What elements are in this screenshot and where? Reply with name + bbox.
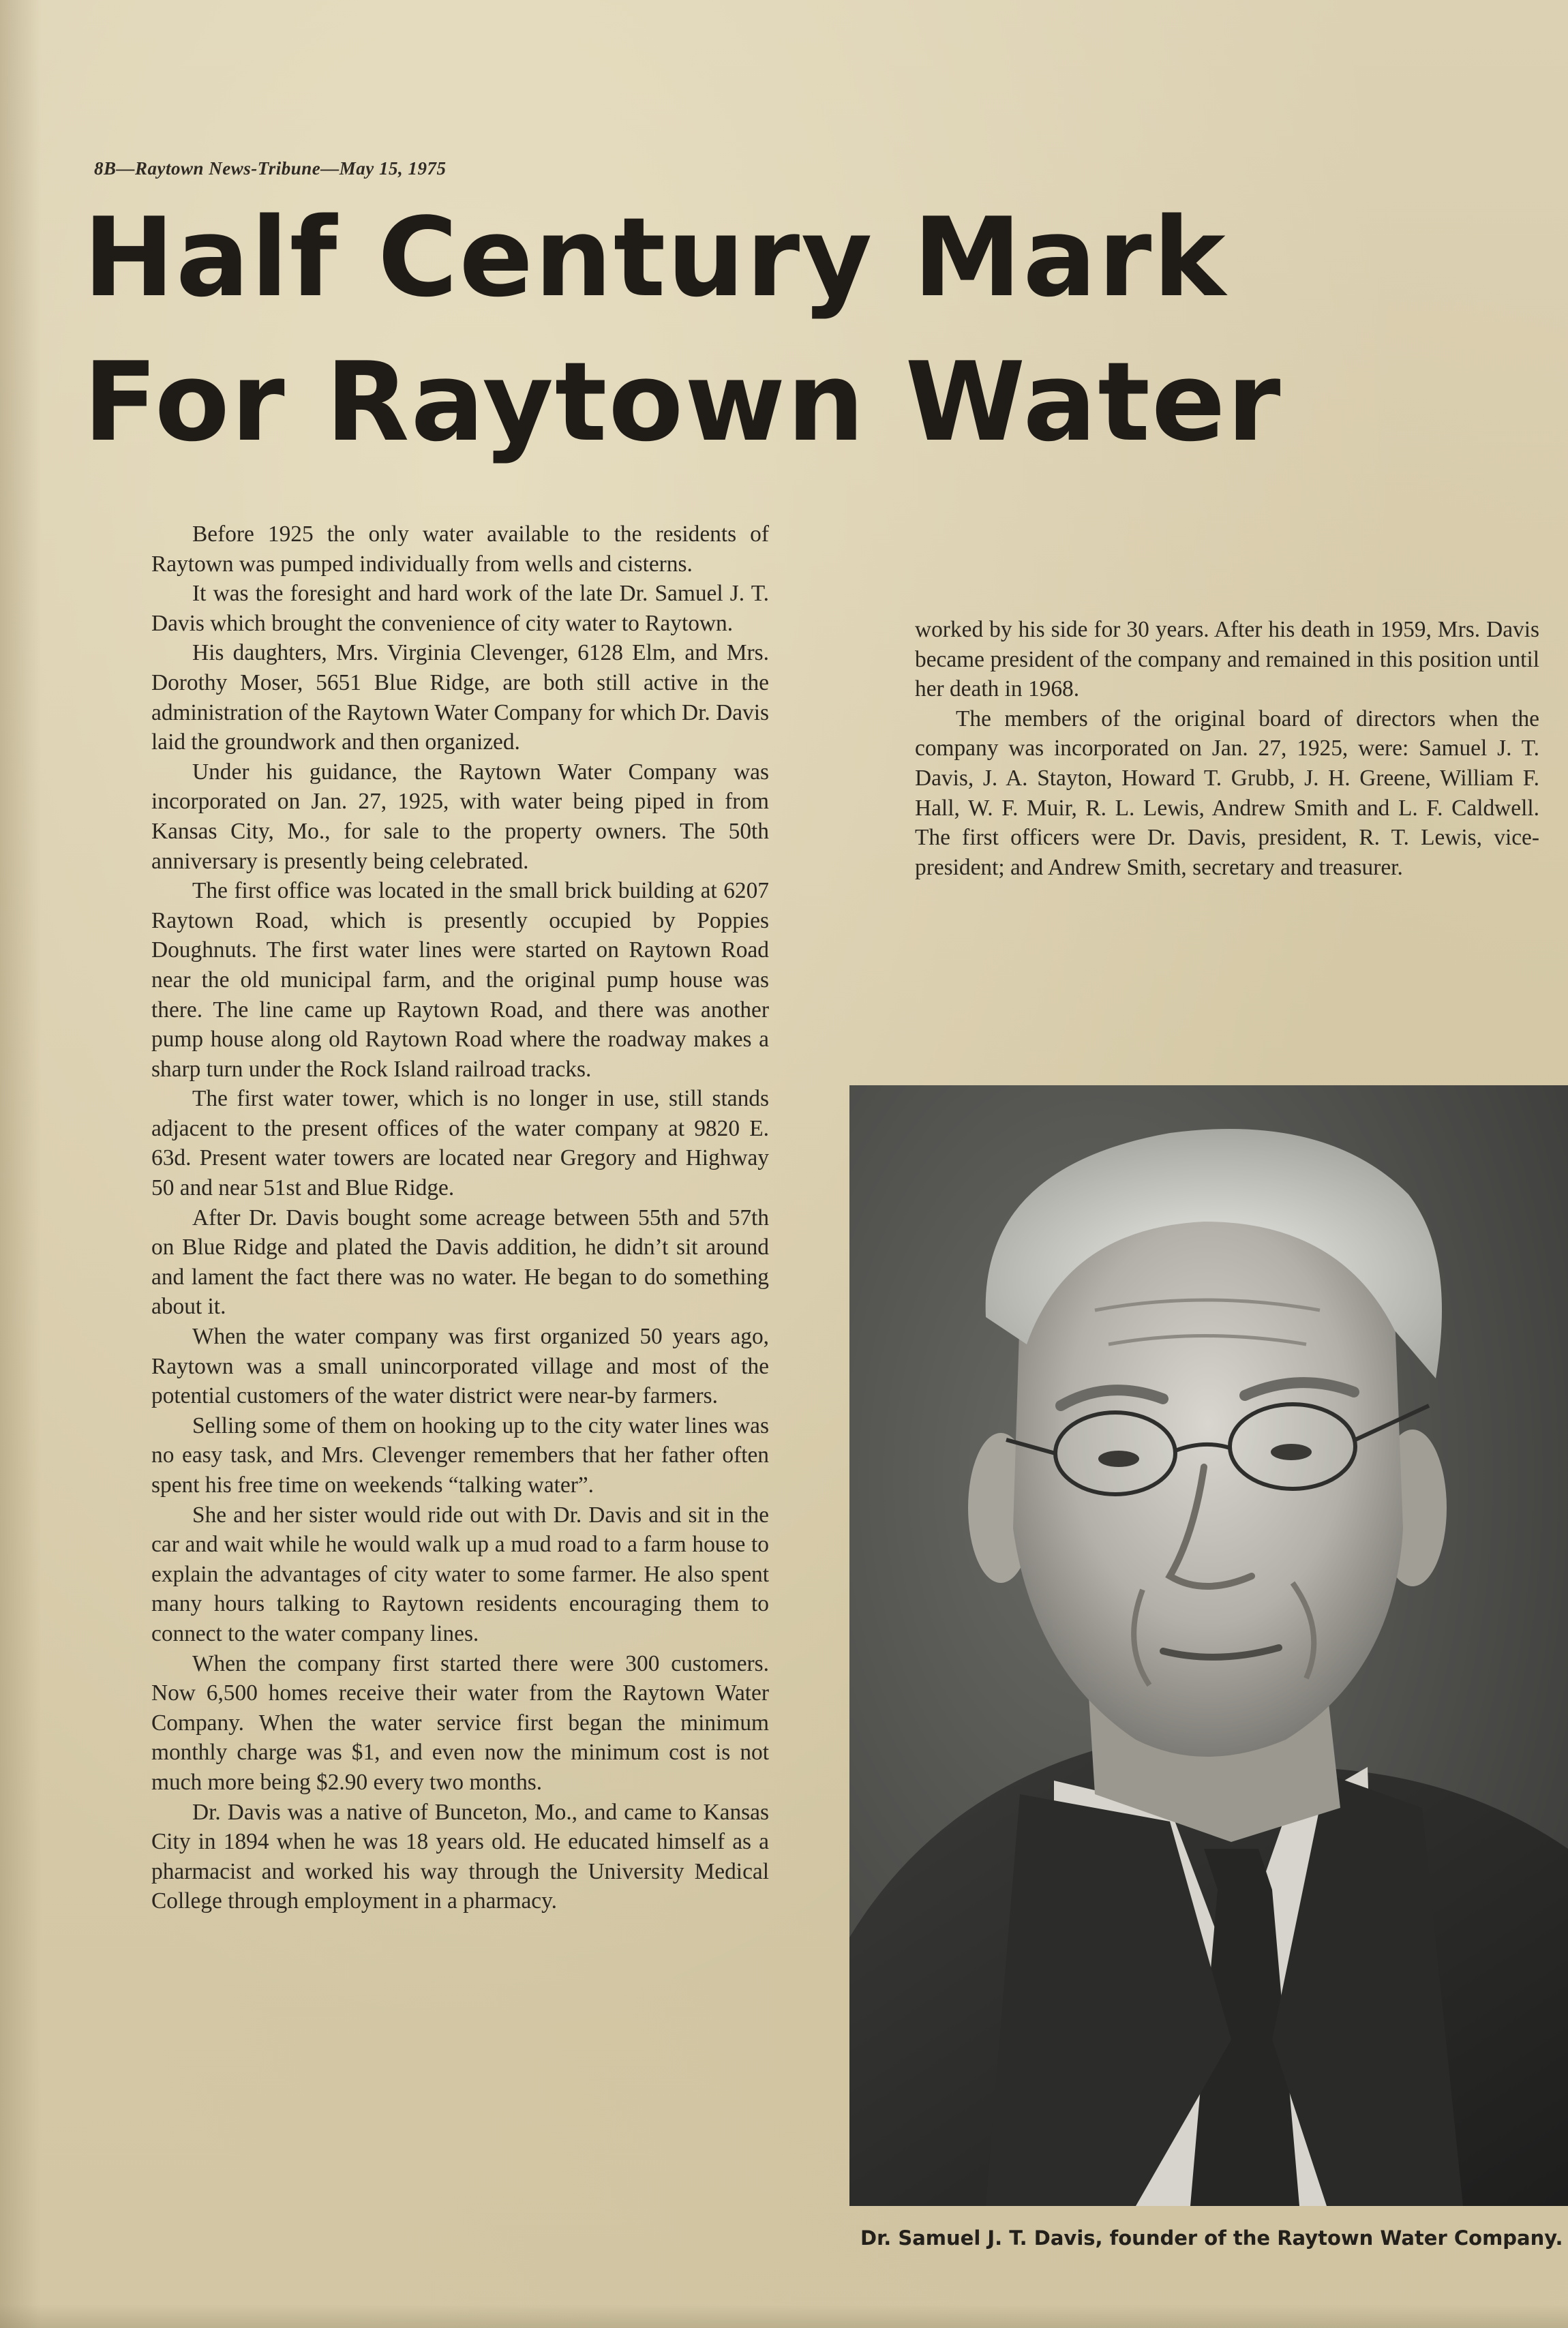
photo-caption: Dr. Samuel J. T. Davis, founder of the Raytown Water Company. bbox=[860, 2226, 1563, 2250]
article-paragraph: When the water company was first organized 50 years ago, Raytown was a small unincorporated village and most of the potential customers of the water district were near-by farmers. bbox=[151, 1324, 769, 1409]
article-paragraph: After Dr. Davis bought some acreage between 55th and 57th on Blue Ridge and plated the Davis addition, he didn’t sit around and lament the fact there was no water. He began to do something about it. bbox=[151, 1205, 769, 1320]
article-paragraph: The first office was located in the small brick building at 6207 Raytown Road, which is presently occupied by Poppies Doughnuts. The first water lines were started on Raytown Road near the old municipal farm, and the original pump house was there. The line came up Raytown Road, and there was another pump house along old Raytown Road where the roadway makes a sharp turn under the Rock Island railroad tracks. bbox=[151, 878, 769, 1082]
article-column-right bbox=[915, 615, 1539, 990]
article-paragraph: Selling some of them on hooking up to the city water lines was no easy task, and Mrs. Clevenger remembers that her father often spent his free time on weekends “talking water”. bbox=[151, 1412, 769, 1498]
portrait-photo bbox=[849, 1085, 1568, 2206]
page-shadow bbox=[0, 0, 41, 2328]
article-paragraph: The members of the original board of directors when the company was incorporated on Jan. 27, 1925, were: Samuel J. T. Davis, J. A. Stayton, Howard T. Grubb, J. H. Greene, William F. Hall, W. F. Muir, R. L. Lewis, Andrew Smith and L. F. Caldwell. The first officers were Dr. Davis, president, R. T. Lewis, vice-president; and Andrew Smith, secretary and treasurer. bbox=[915, 706, 1539, 880]
article-paragraph-continued: worked by his side for 30 years. After his death in 1959, Mrs. Davis became president of the company and remained in this position until her death in 1968. bbox=[915, 617, 1539, 702]
article-paragraph: She and her sister would ride out with Dr. Davis and sit in the car and wait while he would walk up a mud road to a farm house to explain the advantages of city water to some farmer. He also spent many hours talking to Raytown residents encouraging them to connect to the water company lines. bbox=[151, 1502, 769, 1646]
article-paragraph: His daughters, Mrs. Virginia Clevenger, 6128 Elm, and Mrs. Dorothy Moser, 5651 Blue Ridge, are both still active in the administration of the Raytown Water Company for which Dr. Davis laid the groundwork and then organized. bbox=[151, 640, 769, 755]
article-paragraph: It was the foresight and hard work of the late Dr. Samuel J. T. Davis which brought the convenience of city water to Raytown. bbox=[151, 581, 769, 636]
article-column-left bbox=[151, 519, 769, 2306]
article-headline bbox=[83, 185, 1297, 474]
article-paragraph: Before 1925 the only water available to the residents of Raytown was pumped individually from wells and cisterns. bbox=[151, 521, 769, 577]
article-paragraph: Under his guidance, the Raytown Water Company was incorporated on Jan. 27, 1925, with water being piped in from Kansas City, Mo., for sale to the property owners. The 50th anniversary is presently being celebrated. bbox=[151, 759, 769, 874]
article-paragraph: The first water tower, which is no longer in use, still stands adjacent to the present offices of the water company at 9820 E. 63d. Present water towers are located near Gregory and Highway 50 and near 51st and Blue Ridge. bbox=[151, 1086, 769, 1201]
portrait-illustration bbox=[849, 1085, 1568, 2206]
headline-line-1: Half Century Mark bbox=[83, 194, 1227, 321]
article-paragraph: When the company first started there were 300 customers. Now 6,500 homes receive their water from the Raytown Water Company. When the water service first began the minimum monthly charge was $1, and even now the minimum cost is not much more being $2.90 every two months. bbox=[151, 1650, 769, 1795]
headline-line-2: For Raytown Water bbox=[83, 338, 1282, 466]
page-folio: 8B—Raytown News-Tribune—May 15, 1975 bbox=[94, 158, 447, 179]
article-paragraph: Dr. Davis was a native of Bunceton, Mo., and came to Kansas City in 1894 when he was 18 years old. He educated himself as a pharmacist and worked his way through the University Medical College through employment in a pharmacy. bbox=[151, 1799, 769, 1914]
page-bottom-edge bbox=[0, 2304, 1568, 2328]
